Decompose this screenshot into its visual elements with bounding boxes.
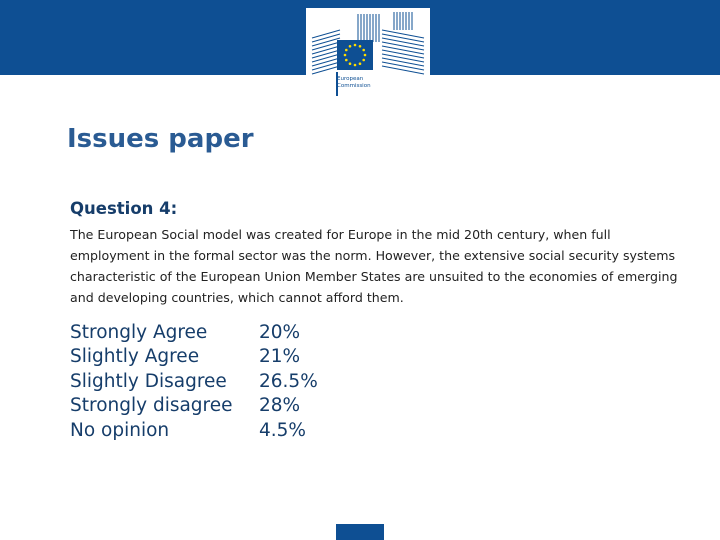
- result-value: 21%: [259, 346, 301, 368]
- slide-title: Issues paper: [67, 124, 254, 154]
- result-value: 28%: [259, 395, 301, 417]
- logo-caption: [337, 76, 371, 90]
- question-heading: Question 4:: [70, 199, 178, 218]
- result-row: [70, 394, 318, 418]
- result-row: [70, 321, 318, 345]
- european-commission-logo: [306, 8, 430, 100]
- result-row: [70, 370, 318, 394]
- result-label: Strongly disagree: [70, 395, 233, 417]
- question-text: The European Social model was created for Europe in the mid 20th century, when full employment in the formal sector was the norm. However, the extensive social security systems characteristic of the European Union Member States are unsuited to the economies of emerging and developing countries, which cannot afford them.: [70, 227, 678, 305]
- result-label: Slightly Disagree: [70, 370, 227, 392]
- result-value: 20%: [259, 322, 301, 343]
- footer-bar: [336, 524, 384, 540]
- results-list: [70, 321, 318, 443]
- result-value: 4.5%: [259, 419, 306, 441]
- result-row: [70, 345, 318, 369]
- result-label: No opinion: [70, 419, 170, 441]
- result-label: Strongly Agree: [70, 322, 208, 343]
- eu-flag-icon: [337, 40, 373, 70]
- result-row: [70, 419, 318, 443]
- logo-caption-line-2: Commission: [337, 83, 371, 89]
- logo-caption-line-1: European: [337, 76, 364, 82]
- result-label: Slightly Agree: [70, 346, 200, 368]
- result-value: 26.5%: [259, 370, 318, 392]
